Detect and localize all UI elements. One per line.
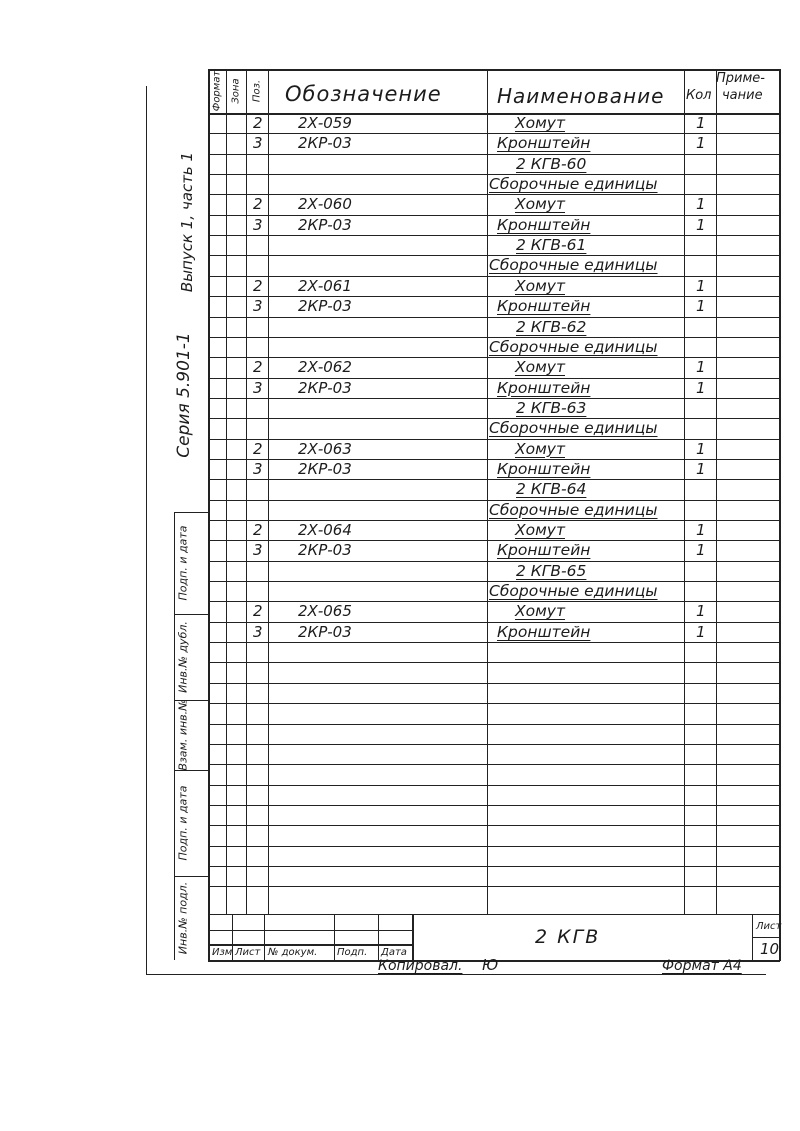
row-pos: 3 <box>253 622 263 641</box>
row-line <box>208 520 780 521</box>
row-line <box>208 601 780 602</box>
row-pos: 3 <box>253 459 263 478</box>
tb-col <box>334 914 335 960</box>
stamp-divider <box>174 512 208 513</box>
row-name: Хомут <box>515 195 565 214</box>
tb-podp: Подп. <box>337 947 368 958</box>
stamp-strip-left <box>174 512 175 960</box>
row-name: Сборочные единицы <box>489 500 658 519</box>
row-pos: 2 <box>253 195 263 214</box>
row-qty: 1 <box>696 276 706 295</box>
tb-line <box>208 914 780 915</box>
header-note-2: чание <box>722 88 763 103</box>
row-line <box>208 235 780 236</box>
row-pos: 2 <box>253 276 263 295</box>
tb-col <box>378 914 379 960</box>
col-line <box>487 69 488 914</box>
row-designation: 2Х-064 <box>298 521 352 539</box>
row-line <box>208 866 780 867</box>
row-pos: 2 <box>253 439 263 458</box>
header-name: Наименование <box>497 84 665 108</box>
row-line <box>208 886 780 887</box>
row-name: Сборочные единицы <box>489 419 658 438</box>
row-name: 2 КГВ-65 <box>516 561 587 580</box>
stamp-divider <box>174 876 208 877</box>
frame-right <box>779 69 781 961</box>
series-label: Серия 5.901-1 <box>174 332 194 458</box>
row-qty: 1 <box>696 358 706 377</box>
stamp-inv-dubl: Инв.№ дубл. <box>176 621 190 693</box>
format-label: Формат А4 <box>662 958 742 974</box>
tb-izm: Изм <box>212 947 233 958</box>
row-name: Хомут <box>515 521 565 539</box>
header-format: Формат <box>211 70 223 112</box>
row-line <box>208 622 780 623</box>
row-line <box>208 276 780 277</box>
row-designation: 2Х-061 <box>298 276 352 295</box>
row-line <box>208 439 780 440</box>
row-designation: 2Х-060 <box>298 195 352 214</box>
tb-col <box>264 914 265 960</box>
row-qty: 1 <box>696 195 706 214</box>
col-line <box>716 69 717 914</box>
row-line <box>208 825 780 826</box>
tb-list: Лист <box>235 947 261 958</box>
doc-code: 2 КГВ <box>535 926 601 948</box>
row-pos: 2 <box>253 358 263 377</box>
row-designation: 2Х-059 <box>298 114 352 132</box>
col-line <box>246 69 247 914</box>
sheet-label: Лист <box>756 921 782 932</box>
row-pos: 3 <box>253 297 263 316</box>
copied-label: Копировал. <box>378 958 463 974</box>
row-qty: 1 <box>696 622 706 641</box>
tb-col <box>412 914 414 960</box>
row-designation: 2КР-03 <box>298 297 352 316</box>
row-pos: 3 <box>253 215 263 234</box>
row-line <box>208 154 780 155</box>
sheet-left-edge <box>146 86 147 974</box>
row-pos: 3 <box>253 134 263 153</box>
row-line <box>208 398 780 399</box>
row-pos: 3 <box>253 541 263 560</box>
row-line <box>208 846 780 847</box>
row-name: 2 КГВ-62 <box>516 317 587 336</box>
header-bottom <box>208 113 780 115</box>
row-line <box>208 215 780 216</box>
tb-line <box>208 930 412 931</box>
row-pos: 2 <box>253 521 263 539</box>
stamp-vzam-inv: Взам. инв.№ <box>176 699 190 771</box>
row-name: Сборочные единицы <box>489 337 658 356</box>
row-line <box>208 785 780 786</box>
sheet-bottom-edge <box>146 974 766 975</box>
row-line <box>208 317 780 318</box>
row-name: Хомут <box>515 114 565 132</box>
row-name: Хомут <box>515 276 565 295</box>
row-designation: 2Х-062 <box>298 358 352 377</box>
tb-col <box>752 914 753 960</box>
row-designation: 2КР-03 <box>298 541 352 560</box>
tb-ndokum: № докум. <box>268 947 318 958</box>
copied-signature: Ю <box>482 956 499 974</box>
row-name: Сборочные единицы <box>489 582 658 601</box>
row-name: Кронштейн <box>497 215 591 234</box>
header-note-1: Приме- <box>716 71 765 86</box>
row-qty: 1 <box>696 521 706 539</box>
row-line <box>208 805 780 806</box>
row-line <box>208 662 780 663</box>
row-name: 2 КГВ-64 <box>516 480 587 499</box>
row-designation: 2КР-03 <box>298 622 352 641</box>
row-qty: 1 <box>696 459 706 478</box>
tb-line <box>208 944 412 946</box>
row-designation: 2КР-03 <box>298 459 352 478</box>
row-pos: 2 <box>253 602 263 621</box>
row-designation: 2КР-03 <box>298 215 352 234</box>
row-name: 2 КГВ-61 <box>516 236 587 255</box>
row-name: Хомут <box>515 602 565 621</box>
row-designation: 2КР-03 <box>298 134 352 153</box>
row-line <box>208 561 780 562</box>
row-name: Кронштейн <box>497 378 591 397</box>
row-line <box>208 540 780 541</box>
header-pos: Поз. <box>251 79 263 103</box>
row-pos: 3 <box>253 378 263 397</box>
row-designation: 2Х-065 <box>298 602 352 621</box>
row-name: Хомут <box>515 439 565 458</box>
row-name: 2 КГВ-60 <box>516 154 587 173</box>
issue-label: Выпуск 1, часть 1 <box>178 151 196 293</box>
row-name: Кронштейн <box>497 459 591 478</box>
row-qty: 1 <box>696 541 706 560</box>
stamp-divider <box>174 614 208 615</box>
row-line <box>208 724 780 725</box>
stamp-inv-podl: Инв.№ подл. <box>176 881 190 955</box>
col-line <box>268 69 269 914</box>
frame-left <box>208 69 210 961</box>
header-qty: Кол <box>686 88 712 103</box>
row-line <box>208 642 780 643</box>
row-line <box>208 683 780 684</box>
row-qty: 1 <box>696 215 706 234</box>
row-qty: 1 <box>696 297 706 316</box>
col-line <box>684 69 685 914</box>
row-qty: 1 <box>696 439 706 458</box>
row-qty: 1 <box>696 378 706 397</box>
row-name: Сборочные единицы <box>489 256 658 275</box>
row-line <box>208 378 780 379</box>
row-designation: 2Х-063 <box>298 439 352 458</box>
row-line <box>208 764 780 765</box>
row-name: Кронштейн <box>497 134 591 153</box>
row-qty: 1 <box>696 114 706 132</box>
row-name: Сборочные единицы <box>489 175 658 194</box>
row-line <box>208 296 780 297</box>
row-line <box>208 133 780 134</box>
row-line <box>208 479 780 480</box>
row-name: 2 КГВ-63 <box>516 398 587 417</box>
row-line <box>208 459 780 460</box>
row-name: Кронштейн <box>497 622 591 641</box>
sheet-number: 10 <box>760 940 780 958</box>
header-zone: Зона <box>230 78 242 104</box>
row-designation: 2КР-03 <box>298 378 352 397</box>
row-name: Кронштейн <box>497 541 591 560</box>
col-line <box>226 69 227 914</box>
tb-line <box>752 937 780 938</box>
row-pos: 2 <box>253 114 263 132</box>
frame-top <box>208 69 780 71</box>
stamp-podp-data-1: Подп. и дата <box>176 525 190 601</box>
row-qty: 1 <box>696 602 706 621</box>
row-name: Кронштейн <box>497 297 591 316</box>
row-name: Хомут <box>515 358 565 377</box>
row-line <box>208 744 780 745</box>
row-qty: 1 <box>696 134 706 153</box>
tb-data: Дата <box>381 947 407 958</box>
header-designation: Обозначение <box>285 82 442 106</box>
row-line <box>208 194 780 195</box>
row-line <box>208 703 780 704</box>
stamp-podp-data-2: Подп. и дата <box>176 785 190 861</box>
row-line <box>208 357 780 358</box>
